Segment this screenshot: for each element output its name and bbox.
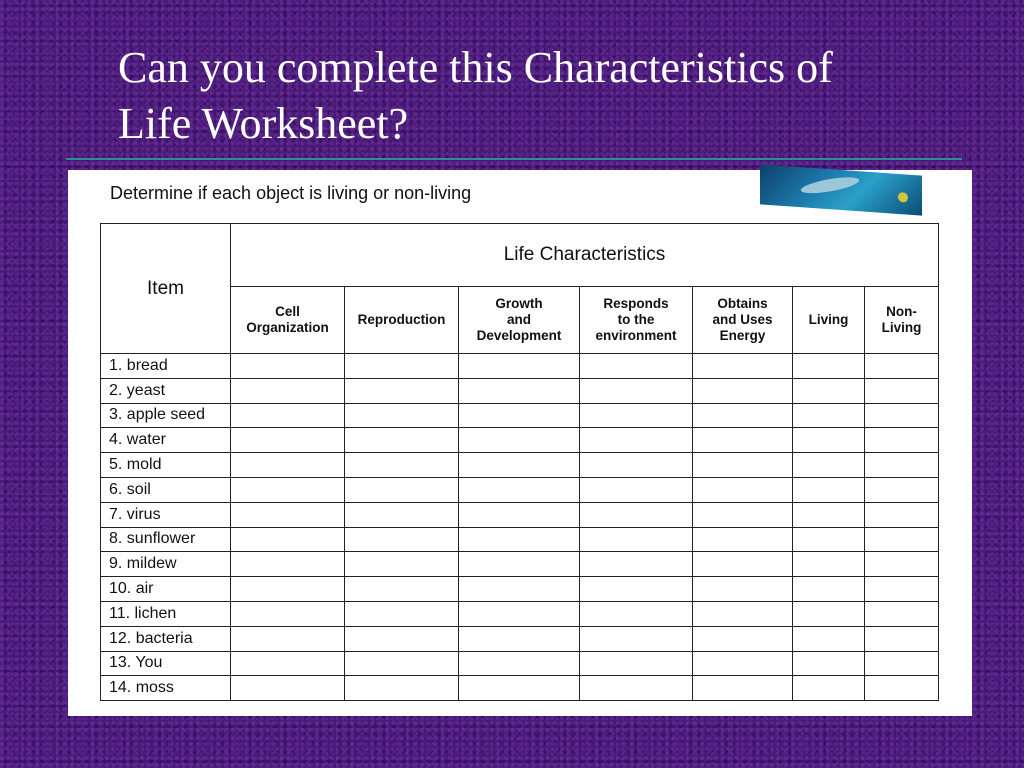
answer-cell [793, 354, 865, 379]
column-header [459, 287, 580, 354]
answer-cell [865, 428, 939, 453]
item-label: 10. air [101, 577, 231, 602]
answer-cell [345, 502, 459, 527]
answer-cell [231, 453, 345, 478]
answer-cell [865, 378, 939, 403]
answer-cell [793, 552, 865, 577]
column-header-line: and [506, 312, 531, 327]
answer-cell [580, 502, 693, 527]
column-header-line: Obtains [717, 296, 768, 311]
answer-cell [231, 403, 345, 428]
answer-cell [693, 477, 793, 502]
item-label: 9. mildew [101, 552, 231, 577]
table-row [101, 651, 939, 676]
table-row [101, 676, 939, 701]
answer-cell [793, 453, 865, 478]
answer-cell [345, 453, 459, 478]
answer-cell [865, 577, 939, 602]
answer-cell [793, 502, 865, 527]
table-row [101, 527, 939, 552]
answer-cell [345, 428, 459, 453]
answer-cell [345, 651, 459, 676]
answer-cell [793, 626, 865, 651]
item-label: 2. yeast [101, 378, 231, 403]
item-column-header: Item [101, 224, 231, 354]
worksheet-body [101, 354, 939, 701]
answer-cell [793, 577, 865, 602]
answer-cell [459, 502, 580, 527]
ocean-photo-image [760, 164, 922, 215]
answer-cell [693, 453, 793, 478]
column-header [693, 287, 793, 354]
table-row [101, 453, 939, 478]
title-divider [66, 158, 962, 160]
table-row [101, 403, 939, 428]
answer-cell [580, 552, 693, 577]
answer-cell [459, 577, 580, 602]
column-header-line: Development [476, 328, 562, 343]
item-label: 7. virus [101, 502, 231, 527]
answer-cell [693, 601, 793, 626]
answer-cell [345, 527, 459, 552]
slide-title-line-1: Can you complete this Characteristics of [118, 43, 833, 92]
table-row [101, 428, 939, 453]
answer-cell [693, 527, 793, 552]
answer-cell [231, 651, 345, 676]
answer-cell [231, 502, 345, 527]
answer-cell [459, 453, 580, 478]
answer-cell [865, 626, 939, 651]
answer-cell [793, 477, 865, 502]
table-row [101, 601, 939, 626]
table-row [101, 378, 939, 403]
column-header-line: Energy [719, 328, 766, 343]
column-header [231, 287, 345, 354]
answer-cell [865, 676, 939, 701]
table-row [101, 477, 939, 502]
answer-cell [345, 477, 459, 502]
answer-cell [693, 428, 793, 453]
answer-cell [231, 601, 345, 626]
answer-cell [793, 601, 865, 626]
column-header-line: Living [808, 312, 849, 327]
answer-cell [459, 403, 580, 428]
column-header-line: Growth [495, 296, 543, 311]
column-header-line: Non- [886, 304, 917, 319]
answer-cell [345, 676, 459, 701]
answer-cell [580, 354, 693, 379]
answer-cell [231, 527, 345, 552]
answer-cell [345, 577, 459, 602]
reef-shape [898, 192, 908, 203]
answer-cell [865, 552, 939, 577]
answer-cell [459, 378, 580, 403]
answer-cell [693, 626, 793, 651]
answer-cell [231, 477, 345, 502]
answer-cell [865, 527, 939, 552]
answer-cell [793, 651, 865, 676]
answer-cell [345, 403, 459, 428]
answer-cell [693, 502, 793, 527]
answer-cell [459, 527, 580, 552]
column-header [793, 287, 865, 354]
answer-cell [231, 378, 345, 403]
answer-cell [345, 378, 459, 403]
answer-cell [865, 453, 939, 478]
answer-cell [793, 378, 865, 403]
answer-cell [231, 626, 345, 651]
answer-cell [459, 651, 580, 676]
item-label: 13. You [101, 651, 231, 676]
column-header-line: to the [617, 312, 655, 327]
answer-cell [580, 651, 693, 676]
table-row [101, 552, 939, 577]
answer-cell [693, 676, 793, 701]
answer-cell [865, 502, 939, 527]
answer-cell [793, 676, 865, 701]
answer-cell [693, 651, 793, 676]
item-label: 3. apple seed [101, 403, 231, 428]
answer-cell [459, 354, 580, 379]
answer-cell [693, 354, 793, 379]
item-label: 14. moss [101, 676, 231, 701]
column-header-line: Reproduction [357, 312, 446, 327]
answer-cell [345, 552, 459, 577]
answer-cell [345, 601, 459, 626]
item-label: 11. lichen [101, 601, 231, 626]
answer-cell [231, 354, 345, 379]
answer-cell [580, 601, 693, 626]
answer-cell [693, 403, 793, 428]
answer-cell [580, 428, 693, 453]
worksheet-image [68, 170, 972, 716]
slide-title-line-2: Life Worksheet? [118, 99, 409, 148]
answer-cell [459, 552, 580, 577]
item-label: 12. bacteria [101, 626, 231, 651]
answer-cell [231, 552, 345, 577]
column-header-line: Organization [246, 320, 329, 335]
answer-cell [865, 354, 939, 379]
answer-cell [693, 577, 793, 602]
column-header-line: Responds [603, 296, 669, 311]
answer-cell [865, 601, 939, 626]
answer-cell [231, 428, 345, 453]
table-row [101, 577, 939, 602]
answer-cell [459, 428, 580, 453]
item-label: 6. soil [101, 477, 231, 502]
column-header-line: environment [595, 328, 677, 343]
answer-cell [580, 577, 693, 602]
answer-cell [865, 403, 939, 428]
table-row [101, 354, 939, 379]
answer-cell [459, 676, 580, 701]
answer-cell [793, 428, 865, 453]
column-header-line: Living [881, 320, 922, 335]
item-label: 8. sunflower [101, 527, 231, 552]
answer-cell [459, 601, 580, 626]
table-row [101, 626, 939, 651]
worksheet-instruction: Determine if each object is living or non-living [110, 183, 472, 203]
item-label: 4. water [101, 428, 231, 453]
answer-cell [580, 527, 693, 552]
answer-cell [693, 378, 793, 403]
column-header [345, 287, 459, 354]
answer-cell [459, 477, 580, 502]
column-header [865, 287, 939, 354]
answer-cell [580, 378, 693, 403]
table-row [101, 502, 939, 527]
item-label: 5. mold [101, 453, 231, 478]
answer-cell [580, 453, 693, 478]
answer-cell [345, 626, 459, 651]
column-header-line: Cell [275, 304, 300, 319]
answer-cell [793, 527, 865, 552]
answer-cell [580, 477, 693, 502]
answer-cell [459, 626, 580, 651]
column-header [580, 287, 693, 354]
answer-cell [580, 676, 693, 701]
answer-cell [580, 626, 693, 651]
answer-cell [345, 354, 459, 379]
answer-cell [865, 477, 939, 502]
life-characteristics-header: Life Characteristics [231, 224, 939, 287]
answer-cell [865, 651, 939, 676]
answer-cell [580, 403, 693, 428]
column-header-line: and Uses [712, 312, 773, 327]
slide-title [118, 40, 938, 152]
item-label: 1. bread [101, 354, 231, 379]
answer-cell [793, 403, 865, 428]
life-characteristics-table [100, 223, 939, 701]
answer-cell [231, 577, 345, 602]
fish-shape [799, 174, 860, 196]
answer-cell [231, 676, 345, 701]
answer-cell [693, 552, 793, 577]
